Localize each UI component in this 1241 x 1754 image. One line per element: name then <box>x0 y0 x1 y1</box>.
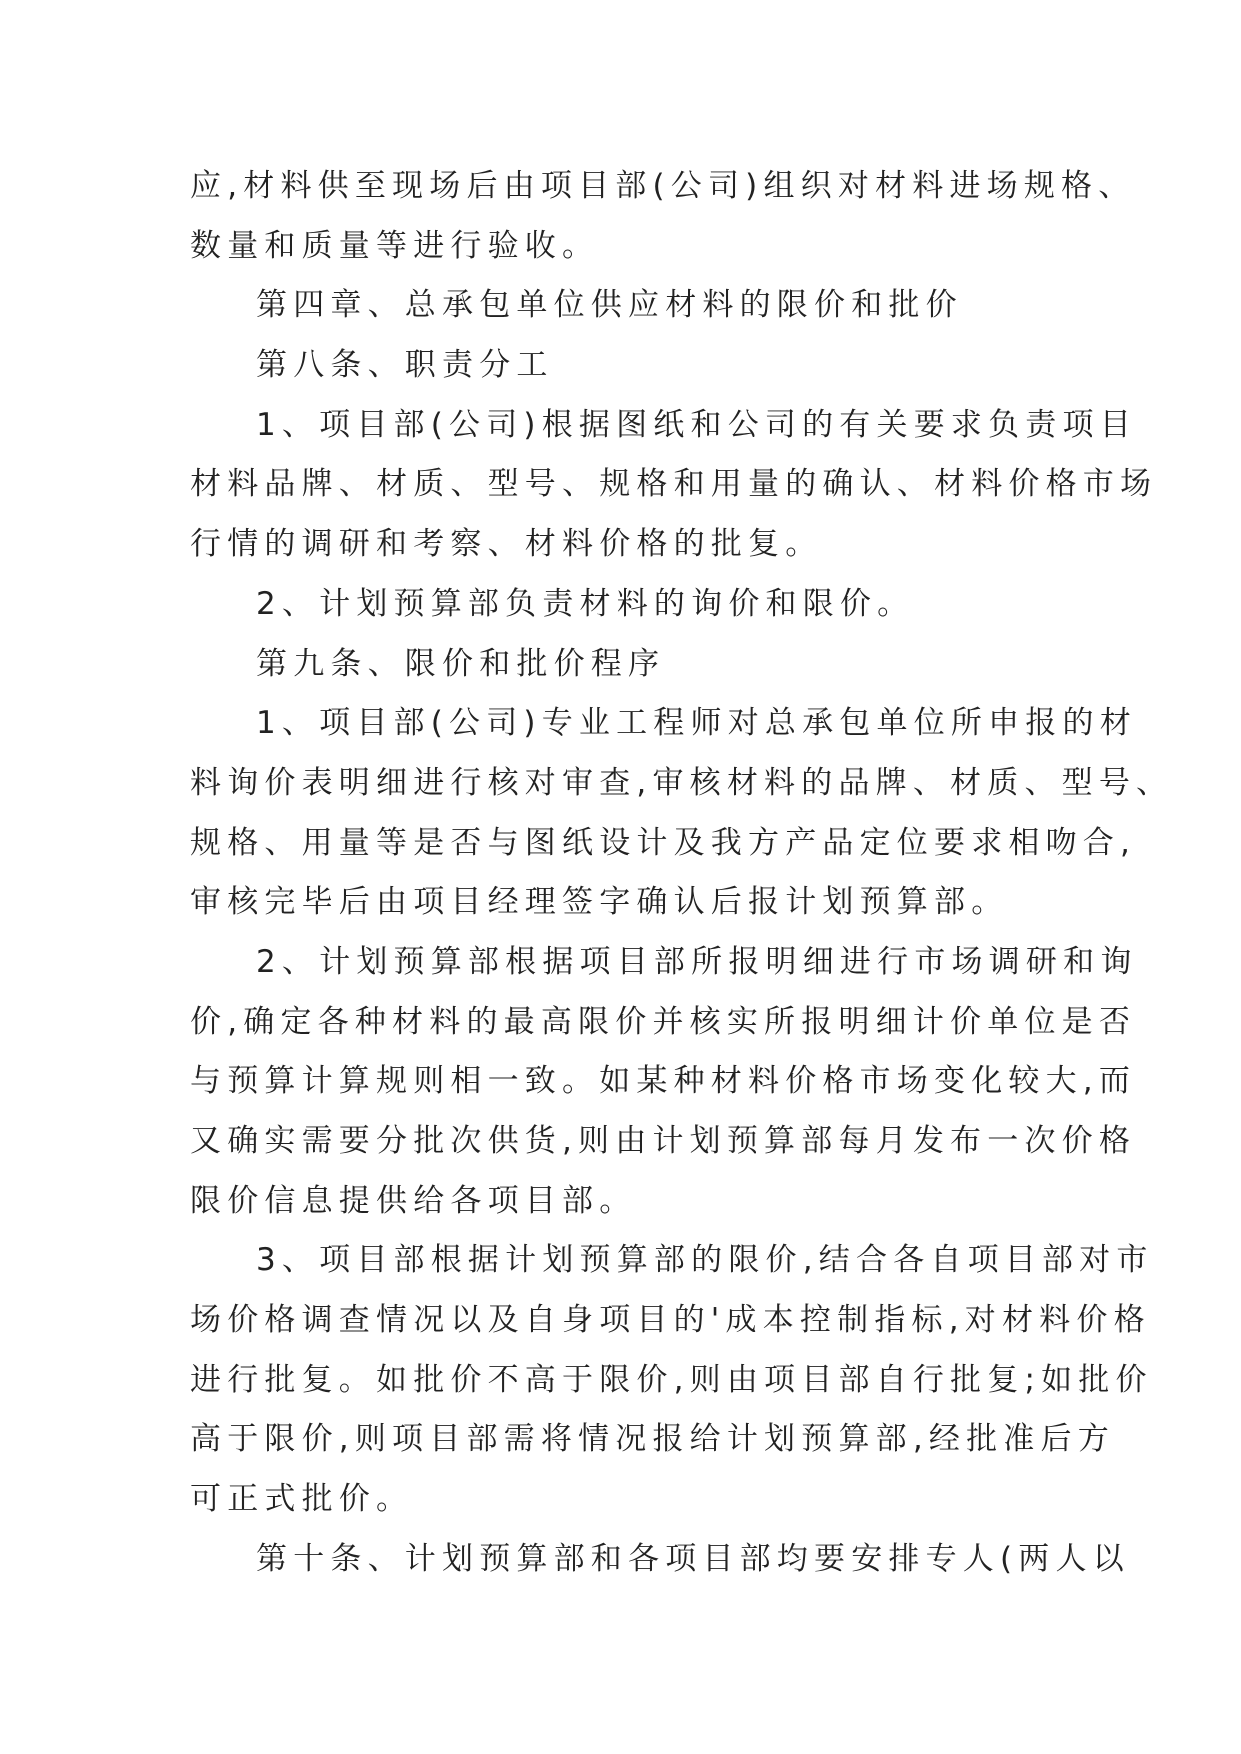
text-line-12: 规格、用量等是否与图纸设计及我方产品定位要求相吻合, <box>190 824 1137 861</box>
article-nine-heading: 第九条、限价和批价程序 <box>256 645 666 682</box>
text-line-7: 行情的调研和考察、材料价格的批复。 <box>190 526 823 563</box>
text-line-1: 应,材料供至现场后由项目部(公司)组织对材料进场规格、 <box>190 168 1136 204</box>
text-line-19: 3、项目部根据计划预算部的限价,结合各自项目部对市 <box>256 1242 1154 1279</box>
text-line-5: 1、项目部(公司)根据图纸和公司的有关要求负责项目 <box>256 406 1137 443</box>
text-line-10: 1、项目部(公司)专业工程师对总承包单位所申报的材 <box>256 705 1137 742</box>
text-line-16: 与预算计算规则相一致。如某种材料价格市场变化较大,而 <box>190 1063 1137 1100</box>
text-line-15: 价,确定各种材料的最高限价并核实所报明细计价单位是否 <box>190 1003 1137 1040</box>
text-line-20: 场价格调查情况以及自身项目的'成本控制指标,对材料价格 <box>190 1302 1151 1339</box>
text-line-6: 材料品牌、材质、型号、规格和用量的确认、材料价格市场 <box>190 466 1158 503</box>
text-line-14: 2、计划预算部根据项目部所报明细进行市场调研和询 <box>256 943 1138 980</box>
text-line-22: 高于限价,则项目部需将情况报给计划预算部,经批准后方 <box>190 1421 1115 1458</box>
chapter-four-heading: 第四章、总承包单位供应材料的限价和批价 <box>256 287 963 324</box>
article-eight-heading: 第八条、职责分工 <box>256 347 554 384</box>
text-line-21: 进行批复。如批价不高于限价,则由项目部自行批复;如批价 <box>190 1361 1153 1398</box>
text-line-17: 又确实需要分批次供货,则由计划预算部每月发布一次价格 <box>190 1123 1137 1159</box>
text-line-2: 数量和质量等进行验收。 <box>190 227 600 264</box>
text-line-11: 料询价表明细进行核对审查,审核材料的品牌、材质、型号、 <box>190 764 1174 801</box>
document-body <box>190 161 1174 1594</box>
text-line-13: 审核完毕后由项目经理签字确认后报计划预算部。 <box>190 884 1009 921</box>
article-ten-line: 第十条、计划预算部和各项目部均要安排专人(两人以 <box>256 1540 1130 1577</box>
text-line-8: 2、计划预算部负责材料的询价和限价。 <box>256 585 915 622</box>
text-line-23: 可正式批价。 <box>190 1481 414 1518</box>
text-line-18: 限价信息提供给各项目部。 <box>190 1182 637 1219</box>
